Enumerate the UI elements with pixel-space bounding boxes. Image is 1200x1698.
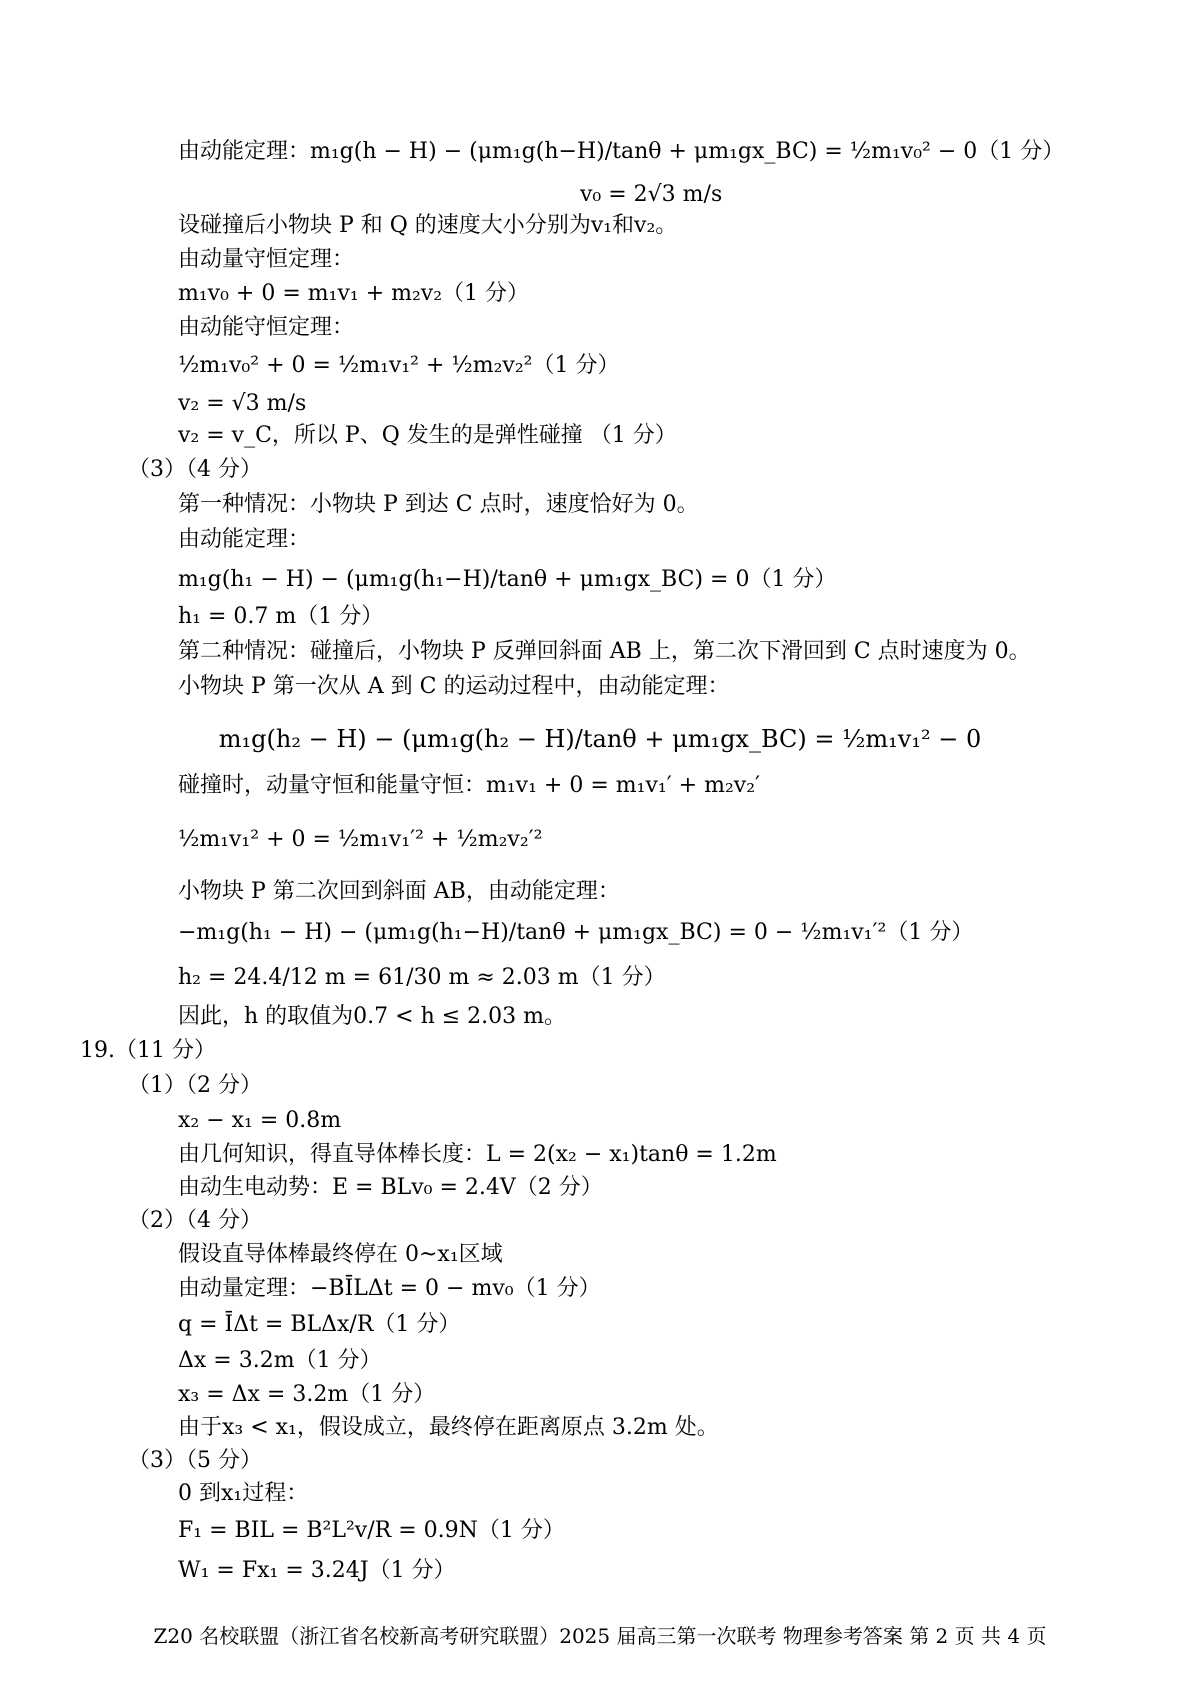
section-heading: （3）（5 分）	[128, 1448, 262, 1473]
text-line: x₃ = Δx = 3.2m（1 分）	[178, 1382, 436, 1407]
text-line: x₂ − x₁ = 0.8m	[178, 1108, 342, 1133]
text-line: v₂ = √3 m/s	[178, 391, 307, 416]
page-footer: Z20 名校联盟（浙江省名校新高考研究联盟）2025 届高三第一次联考 物理参考答案 第 2 页 共 4 页	[153, 1624, 1047, 1648]
text-line: m₁g(h₁ − H) − (μm₁g(h₁−H)/tanθ + μm₁gx_BC) = 0（1 分）	[178, 567, 837, 592]
text-line: Δx = 3.2m（1 分）	[178, 1348, 382, 1373]
text-line: W₁ = Fx₁ = 3.24J（1 分）	[178, 1558, 456, 1583]
text-line: 设碰撞后小物块 P 和 Q 的速度大小分别为v₁和v₂。	[178, 213, 678, 238]
text-line: 由几何知识，得直导体棒长度：L = 2(x₂ − x₁)tanθ = 1.2m	[178, 1142, 777, 1167]
text-line: 由动能定理：	[178, 527, 311, 552]
text-line: 由动能守恒定理：	[178, 315, 355, 340]
question-heading: 19.（11 分）	[80, 1038, 216, 1063]
text-line: 小物块 P 第二次回到斜面 AB，由动能定理：	[178, 879, 620, 904]
text-line: −m₁g(h₁ − H) − (μm₁g(h₁−H)/tanθ + μm₁gx_BC) = 0 − ½m₁v₁′²（1 分）	[178, 920, 974, 945]
text-line: F₁ = BIL = B²L²v/R = 0.9N（1 分）	[178, 1518, 565, 1543]
text-line: ½m₁v₁² + 0 = ½m₁v₁′² + ½m₂v₂′²	[178, 827, 543, 852]
text-line: 碰撞时，动量守恒和能量守恒：m₁v₁ + 0 = m₁v₁′ + m₂v₂′	[178, 773, 761, 798]
text-line: 由动能定理：m₁g(h − H) − (μm₁g(h−H)/tanθ + μm₁gx_BC) = ½m₁v₀² − 0（1 分）	[178, 139, 1065, 164]
text-line: v₀ = 2√3 m/s	[580, 182, 723, 207]
text-line: 由于x₃ < x₁，假设成立，最终停在距离原点 3.2m 处。	[178, 1415, 719, 1440]
text-line: h₁ = 0.7 m（1 分）	[178, 604, 384, 629]
text-line: h₂ = 24.4/12 m = 61/30 m ≈ 2.03 m（1 分）	[178, 965, 666, 990]
text-line: 因此，h 的取值为0.7 < h ≤ 2.03 m。	[178, 1004, 566, 1029]
text-line: 0 到x₁过程：	[178, 1481, 309, 1506]
text-line: ½m₁v₀² + 0 = ½m₁v₁² + ½m₂v₂²（1 分）	[178, 353, 620, 378]
text-line: 由动量定理：−BĪLΔt = 0 − mv₀（1 分）	[178, 1276, 601, 1301]
equation-line: m₁g(h₂ − H) − (μm₁g(h₂ − H)/tanθ + μm₁gx_BC) = ½m₁v₁² − 0	[218, 725, 982, 753]
text-line: q = ĪΔt = BLΔx/R（1 分）	[178, 1312, 461, 1337]
text-line: 第二种情况：碰撞后，小物块 P 反弹回斜面 AB 上，第二次下滑回到 C 点时速度为 0。	[178, 639, 1031, 664]
text-line: v₂ = v_C，所以 P、Q 发生的是弹性碰撞 （1 分）	[178, 423, 677, 448]
text-line: m₁v₀ + 0 = m₁v₁ + m₂v₂（1 分）	[178, 281, 530, 306]
text-line: 第一种情况：小物块 P 到达 C 点时，速度恰好为 0。	[178, 492, 699, 517]
text-line: 假设直导体棒最终停在 0~x₁区域	[178, 1242, 503, 1267]
section-heading: （3）（4 分）	[128, 457, 262, 482]
section-heading: （1）（2 分）	[128, 1073, 262, 1098]
section-heading: （2）（4 分）	[128, 1208, 262, 1233]
text-line: 小物块 P 第一次从 A 到 C 的运动过程中，由动能定理：	[178, 674, 730, 699]
text-line: 由动生电动势：E = BLv₀ = 2.4V（2 分）	[178, 1175, 603, 1200]
text-line: 由动量守恒定理：	[178, 247, 355, 272]
